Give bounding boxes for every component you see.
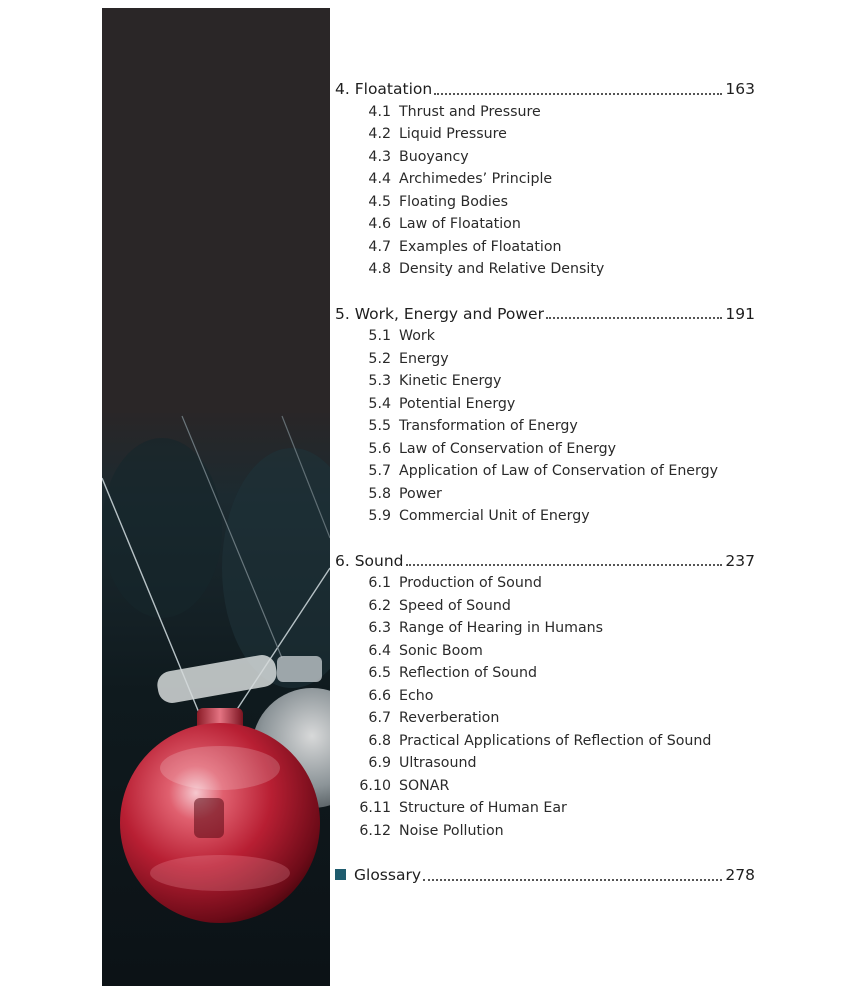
section-title: Practical Applications of Reflection of Sound (399, 732, 712, 749)
section-item[interactable] (335, 707, 755, 730)
section-title: Archimedes’ Principle (399, 171, 553, 187)
chapter-page-number: 191 (725, 304, 755, 323)
chapter-heading[interactable] (335, 550, 755, 573)
section-item[interactable] (335, 572, 755, 595)
section-title: Density and Relative Density (399, 261, 605, 277)
section-title: Speed of Sound (399, 597, 511, 614)
section-number: 6.5 (368, 665, 391, 681)
section-number: 6.4 (368, 642, 391, 659)
section-number: 6.10 (359, 777, 391, 794)
section-title: Transformation of Energy (399, 418, 578, 434)
section-title: Potential Energy (399, 395, 516, 412)
section-title: Energy (399, 350, 449, 367)
section-title: Structure of Human Ear (399, 800, 567, 816)
chapter-title: 5. Work, Energy and Power (335, 304, 544, 323)
section-item[interactable] (335, 393, 755, 416)
section-item[interactable] (335, 685, 755, 708)
section-title: Noise Pollution (399, 822, 504, 839)
section-item[interactable] (335, 168, 755, 191)
section-number: 5.8 (368, 485, 391, 502)
section-number: 6.2 (368, 597, 391, 614)
section-title: Liquid Pressure (399, 126, 507, 142)
section-title: Law of Conservation of Energy (399, 440, 617, 457)
glossary-heading[interactable] (335, 864, 755, 887)
section-number: 4.6 (368, 216, 391, 232)
chapter-spacer (335, 528, 755, 550)
section-item[interactable] (335, 640, 755, 663)
section-title: Application of Law of Conservation of Energy (399, 463, 719, 479)
chapter-4 (335, 78, 755, 281)
chapter-heading[interactable] (335, 78, 755, 101)
section-title: Echo (399, 687, 434, 704)
section-number: 6.3 (368, 620, 391, 636)
section-item[interactable] (335, 101, 755, 124)
section-title: Commercial Unit of Energy (399, 508, 590, 524)
section-number: 4.1 (368, 103, 391, 120)
section-title: Thrust and Pressure (399, 103, 541, 120)
section-title: Power (399, 485, 442, 502)
section-item[interactable] (335, 123, 755, 146)
section-number: 5.5 (368, 418, 391, 434)
dot-leader (546, 317, 722, 319)
section-title: Production of Sound (399, 575, 542, 591)
section-item[interactable] (335, 617, 755, 640)
chapter-6 (335, 550, 755, 843)
section-number: 4.3 (368, 148, 391, 165)
chapter-title: 4. Floatation (335, 80, 433, 98)
cover-image-panel (102, 8, 330, 986)
section-item[interactable] (335, 191, 755, 214)
section-item[interactable] (335, 325, 755, 348)
section-number: 4.4 (368, 171, 391, 187)
section-number: 6.6 (368, 687, 391, 704)
section-item[interactable] (335, 775, 755, 798)
section-item[interactable] (335, 415, 755, 438)
section-item[interactable] (335, 146, 755, 169)
section-number: 4.5 (368, 193, 391, 210)
chapter-5 (335, 303, 755, 528)
newtons-cradle-illustration (102, 8, 330, 986)
section-number: 5.7 (368, 463, 391, 479)
section-item[interactable] (335, 483, 755, 506)
section-title: Examples of Floatation (399, 238, 562, 255)
section-item[interactable] (335, 752, 755, 775)
section-title: Law of Floatation (399, 216, 521, 232)
dot-leader (406, 564, 723, 566)
section-number: 6.9 (368, 755, 391, 771)
section-number: 6.11 (359, 800, 391, 816)
section-number: 5.6 (368, 440, 391, 457)
glossary-entry (335, 864, 755, 887)
section-number: 5.2 (368, 350, 391, 367)
section-title: SONAR (399, 777, 450, 794)
section-title: Work (399, 328, 435, 344)
section-number: 5.1 (368, 328, 391, 344)
section-title: Kinetic Energy (399, 373, 502, 389)
section-item[interactable] (335, 438, 755, 461)
section-number: 5.9 (368, 508, 391, 524)
section-item[interactable] (335, 662, 755, 685)
chapter-spacer (335, 842, 755, 864)
section-item[interactable] (335, 370, 755, 393)
dot-leader (434, 93, 722, 95)
section-item[interactable] (335, 595, 755, 618)
section-number: 6.12 (359, 822, 391, 839)
section-number: 5.3 (368, 373, 391, 389)
section-title: Buoyancy (399, 148, 469, 165)
chapter-spacer (335, 281, 755, 303)
chapter-title: 6. Sound (335, 551, 404, 570)
section-item[interactable] (335, 820, 755, 843)
section-title: Sonic Boom (399, 642, 483, 659)
section-title: Floating Bodies (399, 193, 508, 210)
section-item[interactable] (335, 348, 755, 371)
section-item[interactable] (335, 236, 755, 259)
chapter-page-number: 237 (725, 551, 755, 570)
section-number: 6.7 (368, 710, 391, 726)
section-item[interactable] (335, 505, 755, 528)
section-item[interactable] (335, 797, 755, 820)
chapter-page-number: 163 (725, 80, 755, 98)
section-title: Ultrasound (399, 755, 477, 771)
section-number: 5.4 (368, 395, 391, 412)
glossary-page-number: 278 (725, 866, 755, 884)
glossary-title: Glossary (354, 866, 421, 884)
section-number: 6.1 (368, 575, 391, 591)
section-title: Reverberation (399, 710, 500, 726)
section-item[interactable] (335, 213, 755, 236)
section-number: 4.2 (368, 126, 391, 142)
chapter-heading[interactable] (335, 303, 755, 326)
square-bullet-icon (335, 869, 346, 880)
dot-leader (423, 879, 722, 881)
section-number: 4.7 (368, 238, 391, 255)
section-item[interactable] (335, 460, 755, 483)
section-title: Reflection of Sound (399, 665, 537, 681)
section-number: 6.8 (368, 732, 391, 749)
section-title: Range of Hearing in Humans (399, 620, 604, 636)
section-item[interactable] (335, 730, 755, 753)
table-of-contents (335, 78, 755, 887)
section-number: 4.8 (368, 261, 391, 277)
section-item[interactable] (335, 258, 755, 281)
